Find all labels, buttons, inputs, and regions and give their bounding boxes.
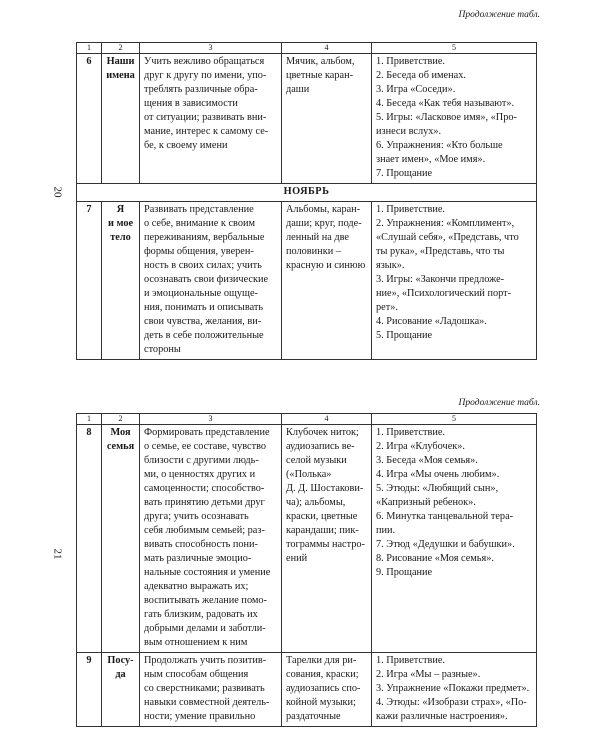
topic-cell	[102, 653, 140, 727]
goals-cell	[140, 202, 282, 360]
row-number: 9	[77, 653, 102, 727]
content-line: 2. Беседа об именах.	[376, 70, 466, 81]
materials-line: даши	[286, 84, 310, 95]
content-cell	[372, 54, 537, 184]
materials-line: аудиозапись спо-	[286, 683, 361, 694]
content-line: 7. Этюд «Дедушки и бабушки».	[376, 539, 515, 550]
goals-line: мать различные эмоцио-	[144, 553, 252, 564]
header-cell-4: 4	[282, 414, 372, 425]
materials-line: ений	[286, 553, 308, 564]
goals-line: стороны	[144, 344, 181, 355]
goals-line: формы общения, уверен-	[144, 246, 254, 257]
goals-line: о семье, ее составе, чувство	[144, 441, 267, 452]
topic-line: имена	[106, 70, 135, 81]
content-line: язык».	[376, 260, 405, 271]
materials-cell	[282, 202, 372, 360]
content-line: изнеси вслух».	[376, 126, 442, 137]
header-cell-4: 4	[282, 43, 372, 54]
topic-cell	[102, 202, 140, 360]
topic-line: тело	[110, 232, 131, 243]
table-row	[77, 54, 537, 184]
goals-cell	[140, 54, 282, 184]
materials-line: койной музыки;	[286, 697, 356, 708]
content-line: 5. Игры: «Ласковое имя», «Про-	[376, 112, 517, 123]
content-line: 2. Упражнения: «Комплимент»,	[376, 218, 515, 229]
row-number: 8	[77, 425, 102, 653]
page-number-top: 20	[51, 186, 64, 198]
goals-line: переживаниям, вербальные	[144, 232, 265, 243]
materials-line: даши; круг, поде-	[286, 218, 362, 229]
page-number-bottom: 21	[51, 548, 64, 560]
table-row	[77, 425, 537, 653]
goals-cell	[140, 425, 282, 653]
content-line: ние», «Психологический порт-	[376, 288, 512, 299]
materials-line: аудиозапись ве-	[286, 441, 355, 452]
content-line: 4. Этюды: «Изобрази страх», «По-	[376, 697, 527, 708]
materials-line: Мячик, альбом,	[286, 56, 355, 67]
goals-line: о себе, внимание к своим	[144, 218, 255, 229]
goals-line: друга; учить осознавать	[144, 511, 249, 522]
materials-cell	[282, 653, 372, 727]
content-line: кажи различные настроения».	[376, 711, 508, 722]
goals-line: и эмоциональные ощуще-	[144, 288, 258, 299]
row-number: 6	[77, 54, 102, 184]
content-line: пии.	[376, 525, 396, 536]
materials-line: Д. Д. Шостакови-	[286, 483, 364, 494]
header-cell-3: 3	[140, 43, 282, 54]
topic-line: семья	[106, 441, 135, 452]
goals-line: деть в себе положительные	[144, 330, 264, 341]
goals-line: добрыми делами и заботли-	[144, 623, 266, 634]
content-line: 5. Этюды: «Любящий сын»,	[376, 483, 499, 494]
goals-line: нальные состояния и умение	[144, 567, 271, 578]
materials-line: половинки –	[286, 246, 341, 257]
materials-line: карандаши; пик-	[286, 525, 359, 536]
header-row-bottom	[77, 414, 537, 425]
content-line: 2. Игра «Клубочек».	[376, 441, 466, 452]
goals-line: ния, понимать и описывать	[144, 302, 264, 313]
goals-line: ми, о ценностях других и	[144, 469, 256, 480]
month-label: НОЯБРЬ	[77, 184, 537, 202]
goals-line: со сверстниками; развивать	[144, 683, 265, 694]
materials-line: ча); альбомы,	[286, 497, 346, 508]
materials-line: цветные каран-	[286, 70, 354, 81]
materials-cell	[282, 54, 372, 184]
table-row	[77, 202, 537, 360]
materials-line: сования, краски;	[286, 669, 359, 680]
content-line: 4. Рисование «Ладошка».	[376, 316, 487, 327]
materials-line: красную и синюю	[286, 260, 366, 271]
topic-line: Моя	[110, 427, 131, 438]
topic-line: Посу-	[107, 655, 134, 666]
goals-line: Развивать представление	[144, 204, 254, 215]
content-line: 3. Игры: «Закончи предложе-	[376, 274, 505, 285]
goals-line: от ситуации; развивать вни-	[144, 112, 267, 123]
month-row	[77, 184, 537, 202]
content-line: 1. Приветствие.	[376, 655, 445, 666]
goals-line: ность в своих силах; учить	[144, 260, 262, 271]
content-line: 3. Игра «Соседи».	[376, 84, 456, 95]
goals-line: навыки совместной деятель-	[144, 697, 270, 708]
topic-cell	[102, 425, 140, 653]
topic-line: да	[115, 669, 126, 680]
content-line: 3. Беседа «Моя семья».	[376, 455, 478, 466]
header-cell-1: 1	[77, 43, 102, 54]
goals-line: осознавать свои физические	[144, 274, 269, 285]
header-cell-5: 5	[372, 43, 537, 54]
materials-line: («Полька»	[286, 469, 332, 480]
materials-line: Клубочек ниток;	[286, 427, 359, 438]
content-cell	[372, 653, 537, 727]
content-line: 8. Рисование «Моя семья».	[376, 553, 494, 564]
goals-line: ным способам общения	[144, 669, 249, 680]
content-line: знает имен», «Мое имя».	[376, 154, 486, 165]
table-row	[77, 653, 537, 727]
goals-line: друг к другу по имени, упо-	[144, 70, 267, 81]
materials-line: тограммы настро-	[286, 539, 365, 550]
goals-line: себя любимым семьей; раз-	[144, 525, 265, 536]
content-line: 9. Прощание	[376, 567, 433, 578]
header-cell-2: 2	[102, 414, 140, 425]
topic-cell	[102, 54, 140, 184]
goals-line: ности; умение правильно	[144, 711, 256, 722]
continuation-label-top: Продолжение табл.	[458, 10, 540, 20]
goals-line: близости с другими людь-	[144, 455, 259, 466]
content-line: 3. Упражнение «Покажи предмет».	[376, 683, 530, 694]
materials-line: ленный на две	[286, 232, 349, 243]
content-line: 4. Игра «Мы очень любим».	[376, 469, 500, 480]
goals-line: щения в зависимости	[144, 98, 238, 109]
goals-line: гать близким, радовать их	[144, 609, 258, 620]
materials-line: Тарелки для ри-	[286, 655, 357, 666]
goals-line: адекватно выражать их;	[144, 581, 249, 592]
materials-line: Альбомы, каран-	[286, 204, 361, 215]
goals-line: Продолжать учить позитив-	[144, 655, 267, 666]
materials-cell	[282, 425, 372, 653]
content-line: 2. Игра «Мы – разные».	[376, 669, 481, 680]
header-row-top	[77, 43, 537, 54]
header-cell-5: 5	[372, 414, 537, 425]
materials-line: краски, цветные	[286, 511, 358, 522]
goals-line: бе, к своему имени	[144, 140, 228, 151]
table-bottom	[76, 413, 537, 727]
content-line: 1. Приветствие.	[376, 56, 445, 67]
materials-line: раздаточные	[286, 711, 341, 722]
row-number: 7	[77, 202, 102, 360]
content-line: 5. Прощание	[376, 330, 433, 341]
content-line: ты рука», «Представь, что ты	[376, 246, 505, 257]
content-line: рет».	[376, 302, 398, 313]
content-line: 6. Упражнения: «Кто больше	[376, 140, 503, 151]
content-line: «Капризный ребенок».	[376, 497, 476, 508]
content-line: «Слушай себя», «Представь, что	[376, 232, 519, 243]
goals-line: Учить вежливо обращаться	[144, 56, 265, 67]
goals-line: Формировать представление	[144, 427, 270, 438]
continuation-label-bottom: Продолжение табл.	[458, 398, 540, 408]
content-line: 1. Приветствие.	[376, 427, 445, 438]
goals-line: вым отношением к ним	[144, 637, 248, 648]
topic-line: и мое	[107, 218, 134, 229]
content-line: 1. Приветствие.	[376, 204, 445, 215]
content-line: 7. Прощание	[376, 168, 433, 179]
goals-line: мание, интерес к самому се-	[144, 126, 269, 137]
goals-line: самоценности; способство-	[144, 483, 265, 494]
goals-line: воспитывать желание помо-	[144, 595, 267, 606]
goals-line: вивать способность пони-	[144, 539, 258, 550]
header-cell-3: 3	[140, 414, 282, 425]
content-cell	[372, 202, 537, 360]
goals-line: треблять различные обра-	[144, 84, 258, 95]
goals-cell	[140, 653, 282, 727]
content-line: 6. Минутка танцевальной тера-	[376, 511, 514, 522]
goals-line: свои чувства, желания, ви-	[144, 316, 262, 327]
content-cell	[372, 425, 537, 653]
table-top	[76, 42, 537, 360]
materials-line: селой музыки	[286, 455, 347, 466]
topic-line: Я	[116, 204, 125, 215]
content-line: 4. Беседа «Как тебя называют».	[376, 98, 515, 109]
goals-line: вать принятию детьми друг	[144, 497, 265, 508]
header-cell-1: 1	[77, 414, 102, 425]
header-cell-2: 2	[102, 43, 140, 54]
topic-line: Наши	[106, 56, 135, 67]
